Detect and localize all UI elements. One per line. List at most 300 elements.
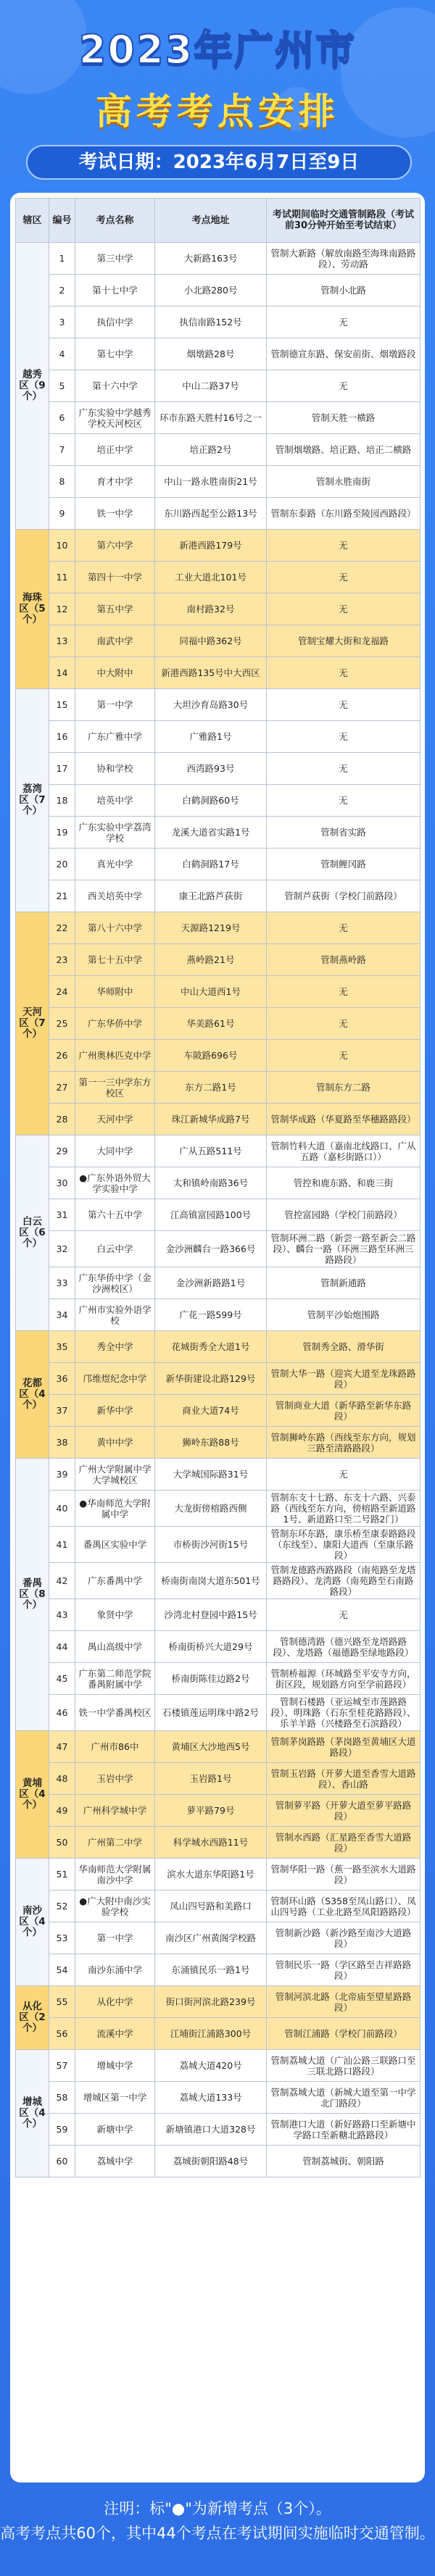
site-number-cell: 13 <box>49 625 75 657</box>
site-name-cell: ●广大附中南沙实验学校 <box>75 1891 155 1922</box>
table-row <box>16 1491 420 1527</box>
site-name-cell: 中大附中 <box>75 657 155 689</box>
site-number-cell: 12 <box>49 593 75 625</box>
table-row <box>16 976 420 1008</box>
site-address-cell: 南沙区广州黄阁学校路 <box>155 1922 267 1954</box>
site-name-cell: 广州第二中学 <box>75 1827 155 1859</box>
site-number-cell: 8 <box>49 466 75 498</box>
site-address-cell: 花城街秀全大道1号 <box>155 1331 267 1363</box>
site-name-cell: 华师附中 <box>75 976 155 1008</box>
site-number-cell: 20 <box>49 849 75 880</box>
table-row <box>16 1954 420 1986</box>
site-number-cell: 26 <box>49 1040 75 1072</box>
site-name-cell: 天河中学 <box>75 1104 155 1135</box>
site-number-cell: 52 <box>49 1891 75 1922</box>
site-address-cell: 广从五路511号 <box>155 1135 267 1167</box>
traffic-control-cell: 管制芦荻街（学校门前路段） <box>267 880 420 912</box>
site-name-cell: 广东华侨中学 <box>75 1008 155 1040</box>
traffic-control-cell: 管制水西路（汇星路至香雪大道路段） <box>267 1827 420 1859</box>
traffic-control-cell: 无 <box>267 753 420 785</box>
site-address-cell: 新港西路179号 <box>155 530 267 562</box>
site-name-cell: 荔城中学 <box>75 2146 155 2177</box>
site-address-cell: 广花一路599号 <box>155 1299 267 1331</box>
hero-banner <box>0 0 435 168</box>
table-row <box>16 1731 420 1763</box>
table-row <box>16 1135 420 1167</box>
site-address-cell: 燕岭路21号 <box>155 944 267 976</box>
traffic-control-cell: 管制天胜一横路 <box>267 402 420 434</box>
table-row <box>16 912 420 944</box>
traffic-control-cell: 无 <box>267 689 420 721</box>
traffic-control-cell: 管制龙德路西路路段（南苑路至龙塔路路段）、龙湾路（南苑路至石南路路段） <box>267 1563 420 1599</box>
site-number-cell: 4 <box>49 338 75 370</box>
site-number-cell: 22 <box>49 912 75 944</box>
table-row <box>16 1795 420 1827</box>
site-number-cell: 57 <box>49 2050 75 2082</box>
site-number-cell: 5 <box>49 370 75 402</box>
site-name-cell: 邝维煜纪念中学 <box>75 1363 155 1395</box>
site-name-cell: 从化中学 <box>75 1986 155 2018</box>
site-number-cell: 36 <box>49 1363 75 1395</box>
site-number-cell: 49 <box>49 1795 75 1827</box>
site-address-cell: 东方二路1号 <box>155 1072 267 1104</box>
header-traffic-control: 考试期间临时交通管制路段（考试前30分钟开始至考试结束） <box>267 199 420 243</box>
site-address-cell: 西湾路93号 <box>155 753 267 785</box>
site-address-cell: 中山二路37号 <box>155 370 267 402</box>
site-address-cell: 荔城街朝阳路48号 <box>155 2146 267 2177</box>
site-name-cell: 广东实验中学荔湾学校 <box>75 817 155 849</box>
site-address-cell: 执信南路152号 <box>155 307 267 338</box>
traffic-control-cell: 管制荔城大道（新城大道至第一中学北门路段） <box>267 2082 420 2114</box>
site-number-cell: 1 <box>49 243 75 275</box>
header-number: 编号 <box>49 199 75 243</box>
site-address-cell: 沙湾北村登园中路15号 <box>155 1599 267 1631</box>
table-row <box>16 1199 420 1231</box>
site-number-cell: 47 <box>49 1731 75 1763</box>
traffic-control-cell: 管制玉岩路（开萝大道至香雪大道路段）、香山路 <box>267 1763 420 1795</box>
traffic-control-cell: 管制桥福源（环城路至平安寺方向，街区段，规划路方向至学前路段） <box>267 1663 420 1695</box>
traffic-control-cell: 管制东方二路 <box>267 1072 420 1104</box>
table-row <box>16 721 420 753</box>
site-address-cell: 荔城大道133号 <box>155 2082 267 2114</box>
site-number-cell: 56 <box>49 2018 75 2050</box>
site-address-cell: 同福中路362号 <box>155 625 267 657</box>
traffic-control-cell: 无 <box>267 593 420 625</box>
site-number-cell: 35 <box>49 1331 75 1363</box>
site-name-cell: 第四十一中学 <box>75 562 155 593</box>
table-row <box>16 689 420 721</box>
traffic-control-cell: 管制狮岭东路（西线至东方向，规划三路至清路路段） <box>267 1427 420 1459</box>
site-number-cell: 54 <box>49 1954 75 1986</box>
site-number-cell: 25 <box>49 1008 75 1040</box>
site-number-cell: 29 <box>49 1135 75 1167</box>
traffic-control-cell: 无 <box>267 976 420 1008</box>
traffic-control-cell: 管制民乐一路（学区路至吉祥路路段） <box>267 1954 420 1986</box>
site-name-cell: ●华南师范大学附属中学 <box>75 1491 155 1527</box>
district-cell: 黄埔区（4个） <box>16 1731 49 1859</box>
site-name-cell: 广东第二师范学院番禺附属中学 <box>75 1663 155 1695</box>
site-address-cell: 小北路280号 <box>155 275 267 307</box>
table-body <box>16 243 420 2177</box>
site-number-cell: 15 <box>49 689 75 721</box>
table-row <box>16 1459 420 1491</box>
note-new-sites: 注明：标"●"为新增考点（3个）。 <box>104 2500 331 2517</box>
table-row <box>16 1527 420 1563</box>
site-number-cell: 60 <box>49 2146 75 2177</box>
table-row <box>16 562 420 593</box>
traffic-control-cell: 管制华成路（华夏路至华穗路路段） <box>267 1104 420 1135</box>
traffic-control-cell: 管制平沙始炮围路 <box>267 1299 420 1331</box>
site-address-cell: 新港西路135号中大西区 <box>155 657 267 689</box>
site-name-cell: 黄中中学 <box>75 1427 155 1459</box>
table-row <box>16 1599 420 1631</box>
traffic-control-cell: 管制茅岗路路（茅岗路至黄埔区大道路段） <box>267 1731 420 1763</box>
traffic-control-cell: 无 <box>267 657 420 689</box>
table-row <box>16 2082 420 2114</box>
table-row <box>16 1104 420 1135</box>
site-address-cell: 白鹤洞路17号 <box>155 849 267 880</box>
site-name-cell: 白云中学 <box>75 1231 155 1267</box>
district-cell: 白云区（6个） <box>16 1135 49 1331</box>
table-row <box>16 753 420 785</box>
note-summary: 高考考点共60个，其中44个考点在考试期间实施临时交通管制。 <box>0 2525 435 2542</box>
traffic-control-cell: 管制商业大道（新华路至新华东路段） <box>267 1395 420 1427</box>
site-name-cell: ●广东外语外贸大学实验中学 <box>75 1167 155 1199</box>
district-cell: 海珠区（5个） <box>16 530 49 689</box>
site-number-cell: 30 <box>49 1167 75 1199</box>
site-name-cell: 广东广雅中学 <box>75 721 155 753</box>
site-name-cell: 育才中学 <box>75 466 155 498</box>
site-number-cell: 28 <box>49 1104 75 1135</box>
table-row <box>16 434 420 466</box>
table-row <box>16 1267 420 1299</box>
site-name-cell: 新华中学 <box>75 1395 155 1427</box>
site-number-cell: 18 <box>49 785 75 817</box>
site-address-cell: 康王北路芦荻街 <box>155 880 267 912</box>
traffic-control-cell: 管制荔城大道（广汕公路三联路口至三联北路口路段） <box>267 2050 420 2082</box>
site-number-cell: 24 <box>49 976 75 1008</box>
site-number-cell: 46 <box>49 1695 75 1731</box>
site-name-cell: 广东番禺中学 <box>75 1563 155 1599</box>
site-number-cell: 6 <box>49 402 75 434</box>
site-name-cell: 象贤中学 <box>75 1599 155 1631</box>
site-number-cell: 33 <box>49 1267 75 1299</box>
schedule-card <box>10 193 425 2483</box>
traffic-control-cell: 管制大华一路（迎宾大道至龙珠路路段） <box>267 1363 420 1395</box>
exam-date-banner: 考试日期：2023年6月7日至9日 <box>26 145 412 180</box>
site-address-cell: 广雅路1号 <box>155 721 267 753</box>
site-address-cell: 街口街河滨北路239号 <box>155 1986 267 2018</box>
table-row <box>16 1299 420 1331</box>
table-row <box>16 849 420 880</box>
traffic-control-cell: 管制省实路 <box>267 817 420 849</box>
table-row <box>16 1663 420 1695</box>
traffic-control-cell: 无 <box>267 1040 420 1072</box>
site-address-cell: 龙溪大道省实路1号 <box>155 817 267 849</box>
site-address-cell: 江埔街江浦路300号 <box>155 2018 267 2050</box>
site-name-cell: 玉岩中学 <box>75 1763 155 1795</box>
site-address-cell: 华美路61号 <box>155 1008 267 1040</box>
site-name-cell: 南武中学 <box>75 625 155 657</box>
site-name-cell: 第一中学 <box>75 689 155 721</box>
site-address-cell: 培正路2号 <box>155 434 267 466</box>
table-row <box>16 1859 420 1891</box>
title-line1: 2023年广州市 <box>78 27 357 72</box>
site-number-cell: 38 <box>49 1427 75 1459</box>
site-name-cell: 增城中学 <box>75 2050 155 2082</box>
site-name-cell: 第八十六中学 <box>75 912 155 944</box>
title-line2: 高考考点安排 <box>96 91 339 133</box>
table-row <box>16 1427 420 1459</box>
table-header <box>16 199 420 243</box>
table-row <box>16 944 420 976</box>
site-address-cell: 大新路163号 <box>155 243 267 275</box>
table-row <box>16 593 420 625</box>
site-name-cell: 南沙东涌中学 <box>75 1954 155 1986</box>
traffic-control-cell: 管控和鹿东路、和鹿三街 <box>267 1167 420 1199</box>
traffic-control-cell: 无 <box>267 307 420 338</box>
traffic-control-cell: 管制燕岭路 <box>267 944 420 976</box>
site-address-cell: 桥南街南岗大道东501号 <box>155 1563 267 1599</box>
site-name-cell: 广州市86中 <box>75 1731 155 1763</box>
site-name-cell: 执信中学 <box>75 307 155 338</box>
traffic-control-cell: 无 <box>267 370 420 402</box>
site-name-cell: 新塘中学 <box>75 2114 155 2146</box>
district-cell: 天河区（7个） <box>16 912 49 1135</box>
site-address-cell: 江高镇富园路100号 <box>155 1199 267 1231</box>
site-address-cell: 大学城国际路31号 <box>155 1459 267 1491</box>
site-name-cell: 培英中学 <box>75 785 155 817</box>
site-address-cell: 桥南街陈佳边路2号 <box>155 1663 267 1695</box>
site-number-cell: 27 <box>49 1072 75 1104</box>
site-name-cell: 第一一三中学东方校区 <box>75 1072 155 1104</box>
site-address-cell: 新塘镇港口大道328号 <box>155 2114 267 2146</box>
site-name-cell: 第七十五中学 <box>75 944 155 976</box>
table-row <box>16 657 420 689</box>
site-number-cell: 53 <box>49 1922 75 1954</box>
site-number-cell: 17 <box>49 753 75 785</box>
site-name-cell: 真光中学 <box>75 849 155 880</box>
table-row <box>16 2146 420 2177</box>
site-address-cell: 新华街建设北路129号 <box>155 1363 267 1395</box>
traffic-control-cell: 管制荔城街、朝阳路 <box>267 2146 420 2177</box>
site-number-cell: 58 <box>49 2082 75 2114</box>
traffic-control-cell: 管控富园路（学校门前路段） <box>267 1199 420 1231</box>
traffic-control-cell: 无 <box>267 530 420 562</box>
traffic-control-cell: 管制德宣东路、保安前街、烟墩路段 <box>267 338 420 370</box>
site-address-cell: 石楼镇莲运明珠中路2号 <box>155 1695 267 1731</box>
traffic-control-cell: 管制华阳一路（蕉一路至滨水大道路段） <box>267 1859 420 1891</box>
site-name-cell: 第三中学 <box>75 243 155 275</box>
traffic-control-cell: 无 <box>267 785 420 817</box>
table-row <box>16 1072 420 1104</box>
table-row <box>16 2114 420 2146</box>
footer-notes <box>0 2496 435 2546</box>
traffic-control-cell: 管制小北路 <box>267 275 420 307</box>
site-name-cell: 协和学校 <box>75 753 155 785</box>
site-address-cell: 东涌镇民乐一路1号 <box>155 1954 267 1986</box>
table-row <box>16 817 420 849</box>
table-row <box>16 1827 420 1859</box>
table-row <box>16 402 420 434</box>
site-number-cell: 40 <box>49 1491 75 1527</box>
exam-sites-table <box>15 198 420 2177</box>
site-name-cell: 第六中学 <box>75 530 155 562</box>
traffic-control-cell: 管制宝耀大街和龙福路 <box>267 625 420 657</box>
traffic-control-cell: 管制港口大道（新好路路口至新塘中学路口至新糖北路路段） <box>267 2114 420 2146</box>
table-row <box>16 275 420 307</box>
site-name-cell: 第七中学 <box>75 338 155 370</box>
district-cell: 花都区（4个） <box>16 1331 49 1459</box>
site-number-cell: 43 <box>49 1599 75 1631</box>
site-name-cell: 广东华侨中学（金沙洲校区） <box>75 1267 155 1299</box>
table-row <box>16 466 420 498</box>
traffic-control-cell: 管制东环东路，康乐桥至康泰路路段（东线至）、康阳大道西（至康乐路段） <box>267 1527 420 1563</box>
site-name-cell: 西关培英中学 <box>75 880 155 912</box>
site-name-cell: 铁一中学 <box>75 498 155 530</box>
site-name-cell: 秀全中学 <box>75 1331 155 1363</box>
site-number-cell: 19 <box>49 817 75 849</box>
table-row <box>16 1631 420 1663</box>
site-number-cell: 14 <box>49 657 75 689</box>
site-number-cell: 34 <box>49 1299 75 1331</box>
site-address-cell: 滨水大道东华阳路1号 <box>155 1859 267 1891</box>
site-name-cell: 铁一中学番禺校区 <box>75 1695 155 1731</box>
traffic-control-cell: 管制烟墩路、培正路、培正二横路 <box>267 434 420 466</box>
site-address-cell: 商业大道74号 <box>155 1395 267 1427</box>
traffic-control-cell: 管制大新路（解放南路至海珠南路路段）、劳动路 <box>267 243 420 275</box>
table-row <box>16 1167 420 1199</box>
district-cell: 从化区（2个） <box>16 1986 49 2050</box>
site-address-cell: 南村路32号 <box>155 593 267 625</box>
table-row <box>16 2050 420 2082</box>
table-row <box>16 625 420 657</box>
site-address-cell: 玉岩路1号 <box>155 1763 267 1795</box>
table-row <box>16 1891 420 1922</box>
district-cell: 增城区（4个） <box>16 2050 49 2177</box>
site-number-cell: 44 <box>49 1631 75 1663</box>
site-number-cell: 50 <box>49 1827 75 1859</box>
table-row <box>16 1922 420 1954</box>
site-name-cell: 广州大学附属中学大学城校区 <box>75 1459 155 1491</box>
traffic-control-cell: 管制德湾路（德兴路至龙塔路路段）、龙塔路（福德路至绿地路段） <box>267 1631 420 1663</box>
site-address-cell: 大龙街傍榕路西侧 <box>155 1491 267 1527</box>
site-name-cell: 增城区第一中学 <box>75 2082 155 2114</box>
site-name-cell: 第五中学 <box>75 593 155 625</box>
site-address-cell: 狮岭东路88号 <box>155 1427 267 1459</box>
site-address-cell: 中山大道西1号 <box>155 976 267 1008</box>
site-name-cell: 广州市实验外语学校 <box>75 1299 155 1331</box>
table-row <box>16 530 420 562</box>
traffic-control-cell: 管制永胜南街 <box>267 466 420 498</box>
site-address-cell: 市桥街沙河街15号 <box>155 1527 267 1563</box>
table-row <box>16 1040 420 1072</box>
table-row <box>16 1008 420 1040</box>
traffic-control-cell: 管制新沙路（新沙路至南沙大道路段） <box>267 1922 420 1954</box>
traffic-control-cell: 管制江浦路（学校门前路段） <box>267 2018 420 2050</box>
site-name-cell: 广州科学城中学 <box>75 1795 155 1827</box>
table-row <box>16 1331 420 1363</box>
traffic-control-cell: 管制河滨北路（北帝庙至望星路路段） <box>267 1986 420 2018</box>
site-number-cell: 31 <box>49 1199 75 1231</box>
site-number-cell: 41 <box>49 1527 75 1563</box>
traffic-control-cell: 无 <box>267 912 420 944</box>
site-number-cell: 21 <box>49 880 75 912</box>
district-cell: 番禺区（8个） <box>16 1459 49 1731</box>
traffic-control-cell: 管制东泰路（东川路至陵园西路段） <box>267 498 420 530</box>
site-number-cell: 39 <box>49 1459 75 1491</box>
district-cell: 南沙区（4个） <box>16 1859 49 1986</box>
traffic-control-cell: 管制石楼路（亚运城至市莲路路段）、明珠路（石东至桂花路路段）、乐羊羊路（兴楼路至石滨路段） <box>267 1695 420 1731</box>
traffic-control-cell: 管制环洲二路（新尝一路至新会二路段）、麟台一路（环洲三路至环洲三路路段） <box>267 1231 420 1267</box>
site-address-cell: 金沙洲新路路1号 <box>155 1267 267 1299</box>
site-number-cell: 42 <box>49 1563 75 1599</box>
site-name-cell: 第一中学 <box>75 1922 155 1954</box>
site-number-cell: 2 <box>49 275 75 307</box>
site-number-cell: 11 <box>49 562 75 593</box>
district-cell: 越秀区（9个） <box>16 243 49 530</box>
table-row <box>16 307 420 338</box>
table-row <box>16 243 420 275</box>
traffic-control-cell: 管制新通路 <box>267 1267 420 1299</box>
site-address-cell: 珠江新城华成路7号 <box>155 1104 267 1135</box>
site-address-cell: 白鹤洞路60号 <box>155 785 267 817</box>
site-address-cell: 工业大道北101号 <box>155 562 267 593</box>
site-name-cell: 华南师范大学附属南沙中学 <box>75 1859 155 1891</box>
traffic-control-cell: 无 <box>267 562 420 593</box>
site-address-cell: 车陂路696号 <box>155 1040 267 1072</box>
site-address-cell: 烟墩路28号 <box>155 338 267 370</box>
site-number-cell: 48 <box>49 1763 75 1795</box>
traffic-control-cell: 无 <box>267 721 420 753</box>
site-number-cell: 3 <box>49 307 75 338</box>
site-number-cell: 55 <box>49 1986 75 2018</box>
site-address-cell: 大坦沙育岛路30号 <box>155 689 267 721</box>
site-number-cell: 9 <box>49 498 75 530</box>
site-address-cell: 桥南街桥兴大道29号 <box>155 1631 267 1663</box>
site-address-cell: 科学城水西路11号 <box>155 1827 267 1859</box>
site-number-cell: 45 <box>49 1663 75 1695</box>
site-address-cell: 萝平路79号 <box>155 1795 267 1827</box>
table-row <box>16 370 420 402</box>
site-number-cell: 10 <box>49 530 75 562</box>
site-address-cell: 黄埔区大沙地西5号 <box>155 1731 267 1763</box>
table-row <box>16 785 420 817</box>
site-name-cell: 流溪中学 <box>75 2018 155 2050</box>
site-address-cell: 荔城大道420号 <box>155 2050 267 2082</box>
district-cell: 荔湾区（7个） <box>16 689 49 912</box>
table-row <box>16 1231 420 1267</box>
site-name-cell: 番禺区实验中学 <box>75 1527 155 1563</box>
traffic-control-cell: 管制鲤冈路 <box>267 849 420 880</box>
header-address: 考点地址 <box>155 199 267 243</box>
traffic-control-cell: 无 <box>267 1599 420 1631</box>
traffic-control-cell: 管制萝平路（开萝大道至萝平路路段） <box>267 1795 420 1827</box>
site-name-cell: 禺山高级中学 <box>75 1631 155 1663</box>
table-row <box>16 1563 420 1599</box>
header-site-name: 考点名称 <box>75 199 155 243</box>
traffic-control-cell: 管制环山路（S358至凤山路口）、凤山四号路（工业北路至凤阳路路段） <box>267 1891 420 1922</box>
table-row <box>16 1986 420 2018</box>
table-row <box>16 1763 420 1795</box>
header-district: 辖区 <box>16 199 49 243</box>
site-address-cell: 金沙洲麟台一路366号 <box>155 1231 267 1267</box>
table-row <box>16 1695 420 1731</box>
table-row <box>16 1395 420 1427</box>
site-address-cell: 环市东路天胜村16号之一 <box>155 402 267 434</box>
site-name-cell: 培正中学 <box>75 434 155 466</box>
site-number-cell: 51 <box>49 1859 75 1891</box>
